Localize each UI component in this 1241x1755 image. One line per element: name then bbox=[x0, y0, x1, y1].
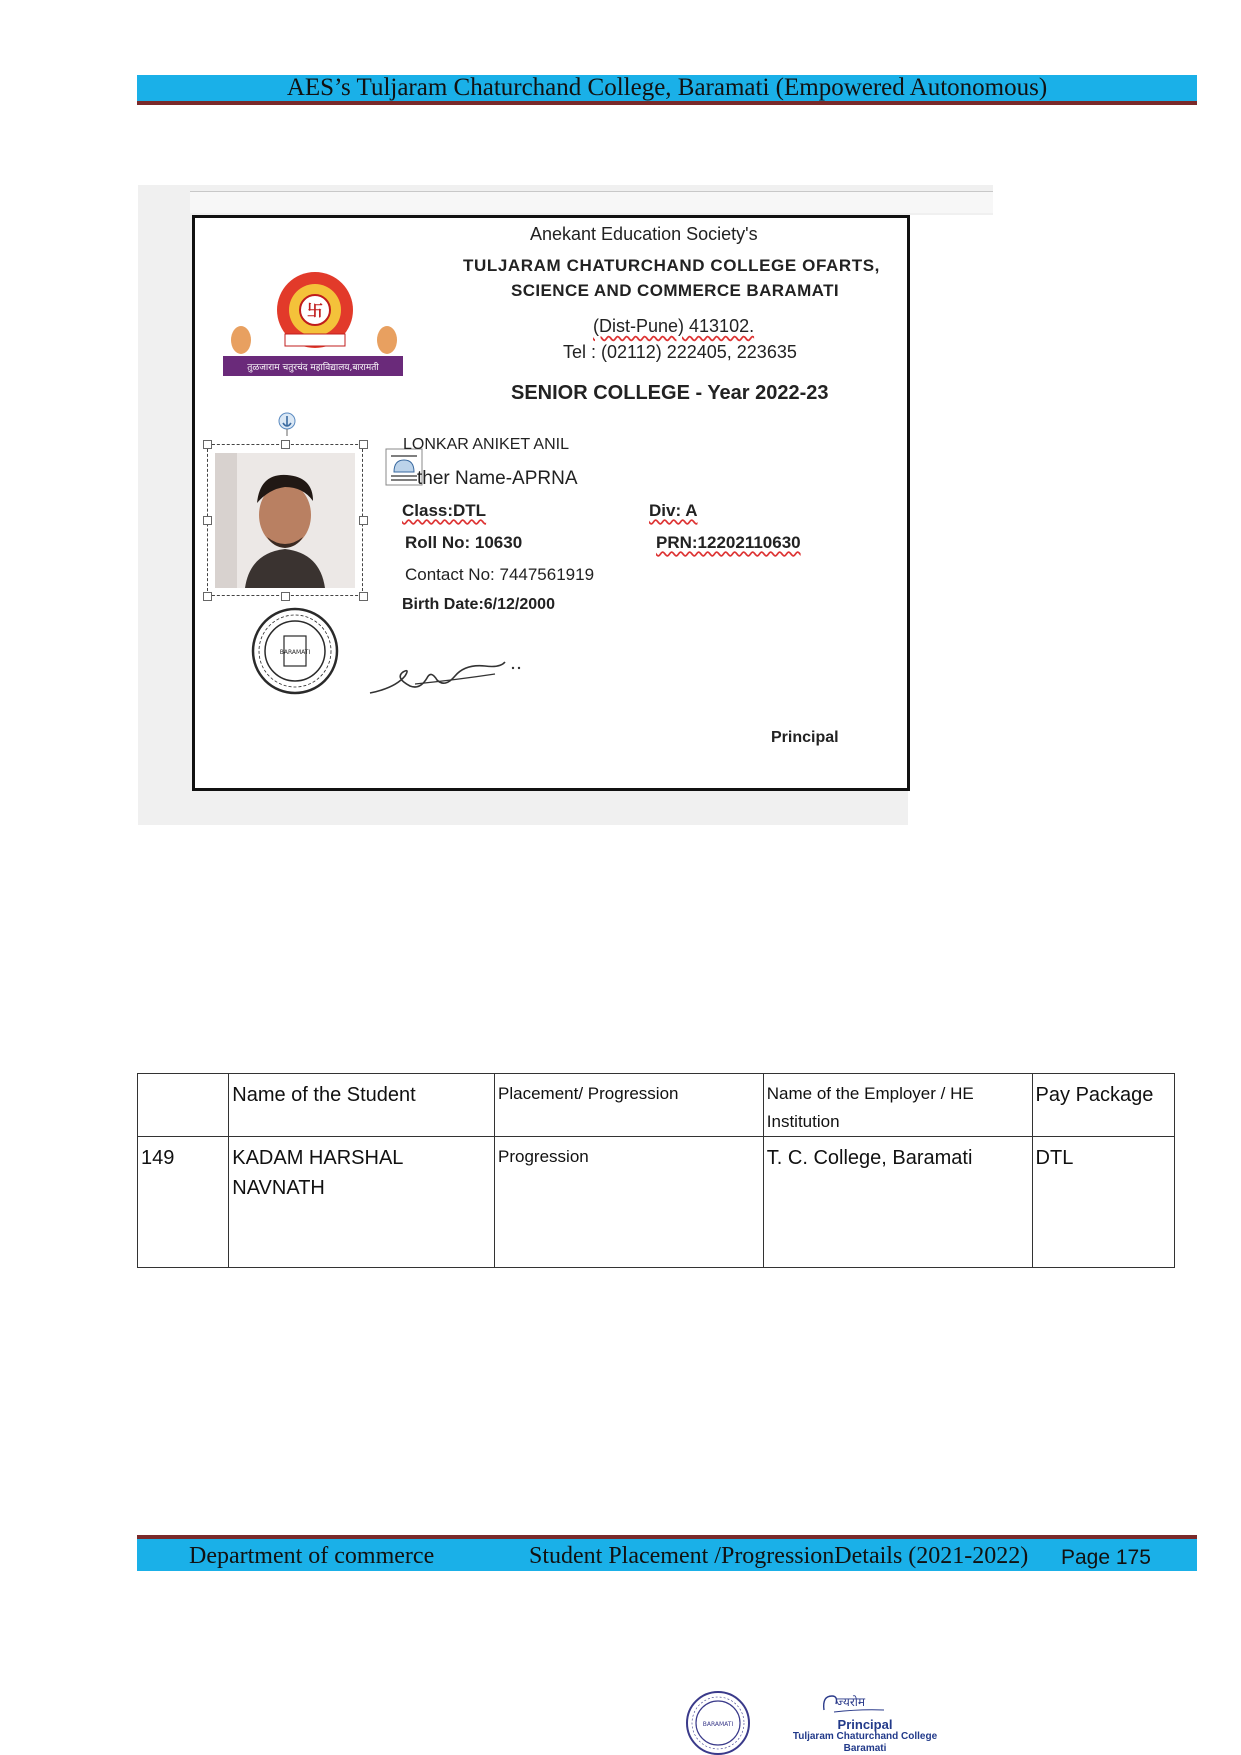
principal-signature bbox=[365, 638, 530, 700]
table-header-row bbox=[138, 1074, 1175, 1137]
page-footer bbox=[137, 1535, 1197, 1571]
header-cell: Name of the Employer / HE Institution bbox=[763, 1074, 1032, 1137]
header-cell: Pay Package bbox=[1032, 1074, 1174, 1137]
resize-handle[interactable] bbox=[203, 516, 212, 525]
society-name: Anekant Education Society's bbox=[530, 224, 758, 244]
resize-handle[interactable] bbox=[203, 592, 212, 601]
resize-handle[interactable] bbox=[359, 440, 368, 449]
placement-cell: Progression bbox=[495, 1137, 764, 1268]
header-cell: Name of the Student bbox=[229, 1074, 495, 1137]
page-margin bbox=[908, 215, 993, 825]
svg-text:卐: 卐 bbox=[306, 301, 324, 320]
placement-table bbox=[137, 1073, 1175, 1268]
employer-cell: T. C. College, Baramati bbox=[763, 1137, 1032, 1268]
signature-text: ज्यरोम bbox=[836, 1695, 866, 1709]
college-stamp bbox=[250, 606, 340, 696]
mother-name: ther Name-APRNA bbox=[417, 468, 578, 489]
footer-department: Department of commerce bbox=[189, 1543, 435, 1569]
seal-center-text: BARAMATI bbox=[702, 1721, 734, 1728]
birth-date: Birth Date:6/12/2000 bbox=[402, 596, 555, 613]
resize-handle[interactable] bbox=[281, 592, 290, 601]
session-title: SENIOR COLLEGE - Year 2022-23 bbox=[511, 382, 829, 404]
resize-handle[interactable] bbox=[359, 592, 368, 601]
student-photo bbox=[215, 453, 355, 588]
division-field: Div: A bbox=[649, 501, 698, 520]
principal-title: Principal bbox=[837, 1717, 893, 1732]
page-header bbox=[137, 75, 1197, 105]
serial-number-cell: 149 bbox=[138, 1137, 229, 1268]
college-telephone: Tel : (02112) 222405, 223635 bbox=[563, 342, 797, 362]
student-name-cell: KADAM HARSHAL NAVNATH bbox=[229, 1137, 495, 1268]
principal-label: Principal bbox=[771, 729, 839, 746]
ruler-strip bbox=[190, 191, 993, 213]
college-district: (Dist-Pune) 413102. bbox=[593, 316, 755, 336]
pay-package-cell: DTL bbox=[1032, 1137, 1174, 1268]
logo-text: तुळजाराम चतुरचंद महाविद्यालय,बारामती bbox=[247, 363, 379, 373]
principal-signature-mark bbox=[820, 1690, 890, 1716]
resize-handle[interactable] bbox=[359, 516, 368, 525]
header-cell bbox=[138, 1074, 229, 1137]
id-card-screenshot bbox=[138, 185, 993, 825]
principal-city: Baramati bbox=[843, 1743, 887, 1754]
student-name: LONKAR ANIKET ANIL bbox=[403, 436, 569, 453]
college-name-line2: SCIENCE AND COMMERCE BARAMATI bbox=[511, 281, 839, 300]
header-cell: Placement/ Progression bbox=[495, 1074, 764, 1137]
footer-title: Student Placement /ProgressionDetails (2021-2022) bbox=[529, 1543, 1029, 1569]
principal-college: Tuljaram Chaturchand College bbox=[792, 1731, 938, 1742]
class-field: Class:DTL bbox=[402, 501, 487, 520]
id-card bbox=[192, 215, 910, 791]
resize-handle[interactable] bbox=[281, 440, 290, 449]
stamp-center-text: BARAMATI bbox=[279, 649, 311, 656]
prn-number: PRN:12202110630 bbox=[656, 533, 801, 552]
table-row bbox=[138, 1137, 1175, 1268]
header-title: AES’s Tuljaram Chaturchand College, Baramati (Empowered Autonomous) bbox=[286, 74, 1048, 101]
page-number: Page 175 bbox=[1061, 1546, 1151, 1569]
anchor-icon bbox=[277, 412, 297, 436]
institution-seal bbox=[685, 1690, 751, 1755]
principal-stamp-text bbox=[770, 1719, 960, 1755]
college-logo bbox=[223, 270, 403, 380]
contact-number: Contact No: 7447561919 bbox=[405, 565, 595, 584]
college-name-line1: TULJARAM CHATURCHAND COLLEGE OFARTS, bbox=[463, 256, 880, 275]
resize-handle[interactable] bbox=[203, 440, 212, 449]
roll-number: Roll No: 10630 bbox=[405, 533, 523, 552]
